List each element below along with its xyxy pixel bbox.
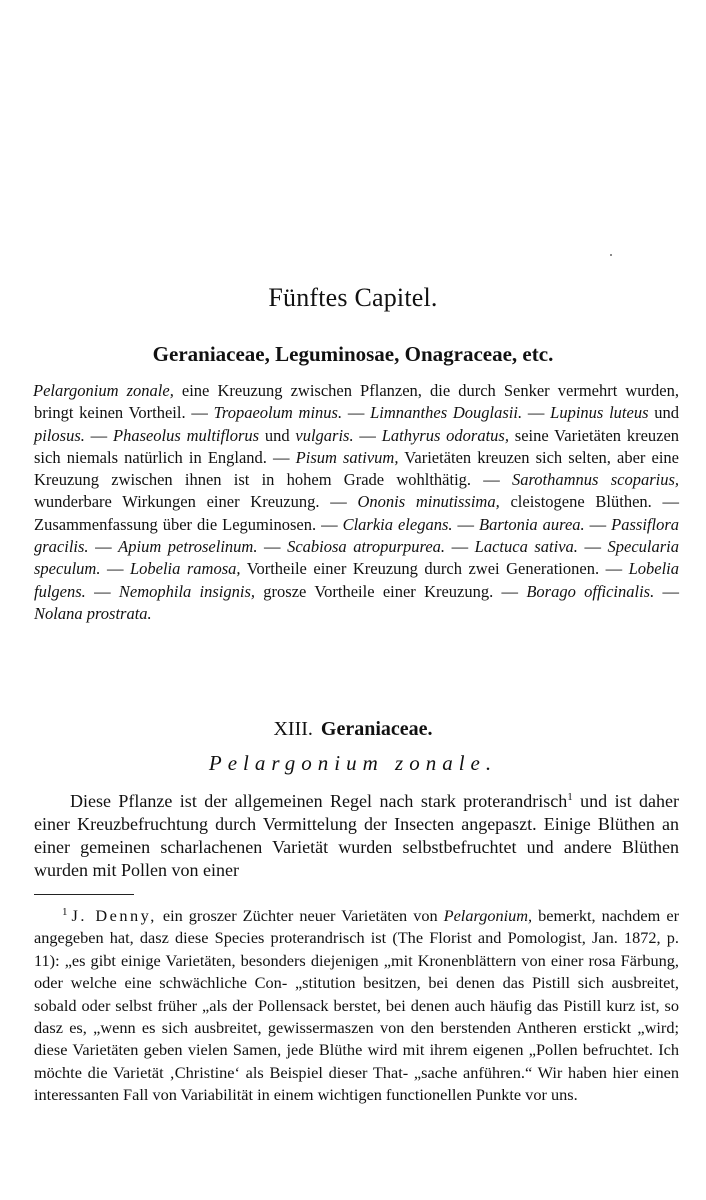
summary-text: —	[342, 403, 371, 423]
summary-text: —	[85, 581, 119, 601]
footnote-text-b: bemerkt, nachdem er angegeben hat, dasz diese Species proterandrisch ist (The Florist and Pomologist, Jan. 1872, p. 11): „es gibt einige Varietäten, besonders diejenigen „mit Kronenblättern von einer rosa Färbung, oder welche eine schwächliche Con- „stitution besitzen, bei denen das Pistill sich ausbreitet, sobald oder selbst früher „als der Pollensack berstet, bei denen auch häufig das Pistill kurz ist, so dasz es, „wenn es sich ausbreitet, gewissermaszen von den berstenden Antheren erstickt „wird; diese Varietäten geben vielen Samen, jede Blüthe wird mit ihrem eigenen „Pollen befruchtet. Ich möchte die Varietät ‚Christine‘ als Beispiel dieser That- „sache anführen.“ Wir haben hier einen interessanten Fall von Variabilität in einem wichtigen functionellen Punkte vor uns.	[34, 906, 679, 1105]
summary-text: und	[259, 425, 296, 445]
summary-taxon: Limnanthes Douglasii.	[370, 403, 523, 423]
footnote-genus: Pelargonium,	[443, 906, 533, 925]
footnote-rule	[34, 894, 134, 895]
summary-taxon: Clarkia elegans.	[342, 514, 453, 534]
section-heading	[0, 718, 706, 741]
body-text-part-b: und ist daher einer Kreuzbefruchtung durch Vermittelung der Insecten angepaszt. Einige Blüthen an einer gemeinen scharlachenen Varietät wurden selbstbefruchtet und andere Blüthen wurden mit Pollen von einer	[34, 791, 679, 880]
summary-taxon: vulgaris.	[295, 425, 354, 445]
summary-taxon: Scabiosa atropurpurea.	[287, 537, 446, 557]
summary-taxon: Bartonia aurea.	[479, 514, 585, 534]
section-number: XIII.	[273, 718, 313, 740]
summary-taxon: Lobelia fulgens.	[34, 559, 679, 601]
footnote	[34, 905, 679, 1107]
body-text	[34, 790, 679, 882]
summary-taxon: Specularia speculum.	[34, 537, 680, 579]
summary-taxon: Lathyrus odoratus,	[381, 425, 509, 445]
summary-text: grosze Vortheile einer Kreuzung. —	[255, 581, 527, 601]
body-text-part-a: Diese Pflanze ist der allgemeinen Regel nach stark proterandrisch	[70, 791, 568, 811]
summary-text: —	[257, 537, 288, 557]
summary-taxon: Passiflora gracilis.	[34, 514, 680, 557]
summary-text: Varietäten kreuzen sich selten, aber eine Kreuzung zwischen ihnen ist in hohem Grade wohlthätig. —	[34, 447, 679, 490]
summary-text: —	[452, 514, 479, 534]
summary-taxon: Nemophila insignis,	[118, 581, 256, 601]
summary-taxon: Lactuca sativa.	[474, 537, 578, 557]
summary-text: —	[353, 425, 382, 445]
footnote-author: J. Denny,	[71, 906, 157, 925]
chapter-subtitle: Geraniaceae, Leguminosae, Onagraceae, etc.	[152, 342, 554, 366]
summary-text: cleistogene Blüthen. — Zusammenfassung über die Leguminosen. —	[34, 492, 680, 534]
summary-text: —	[522, 403, 551, 423]
summary-text: seine Varietäten kreuzen sich niemals natürlich in England. —	[34, 425, 680, 467]
summary-taxon: pilosus.	[34, 425, 85, 445]
section-title: Geraniaceae.	[320, 718, 433, 740]
summary-taxon: Lupinus luteus	[550, 403, 649, 423]
species-heading: Pelargonium zonale.	[208, 751, 498, 775]
summary-text: —	[445, 537, 475, 557]
summary-text: und	[648, 403, 680, 423]
summary-text: —	[654, 581, 680, 601]
summary-taxon: Pelargonium zonale,	[33, 381, 174, 400]
body-paragraph	[34, 790, 679, 882]
summary-taxon: Nolana prostrata.	[34, 603, 152, 623]
summary-text: —	[84, 425, 113, 445]
summary-taxon: Phaseolus multiflorus	[112, 425, 260, 445]
summary-taxon: Borago officinalis.	[526, 581, 655, 601]
print-speck	[610, 254, 612, 256]
summary-text: —	[100, 559, 130, 579]
summary-text: —	[88, 537, 119, 557]
footnote-text-a: ein groszer Züchter neuer Varietäten von	[156, 906, 444, 925]
summary-taxon: Ononis minutissima,	[357, 492, 500, 512]
chapter-summary	[34, 380, 679, 625]
summary-text: wunderbare Wirkungen einer Kreuzung. —	[34, 492, 358, 512]
summary-taxon: Lobelia ramosa,	[129, 559, 241, 579]
summary-taxon: Tropaeolum minus.	[213, 403, 343, 423]
summary-text: —	[577, 537, 608, 557]
footnote-reference: 1	[567, 791, 573, 803]
footnote-paragraph	[34, 905, 679, 1107]
summary-text: Vortheile einer Kreuzung durch zwei Generationen. —	[240, 559, 629, 579]
summary-taxon: Sarothamnus scoparius,	[512, 470, 680, 490]
chapter-title: Fünftes Capitel.	[268, 283, 438, 312]
footnote-mark: 1	[62, 905, 68, 918]
summary-taxon: Pisum sativum,	[295, 447, 399, 467]
summary-taxon: Apium petroselinum.	[118, 537, 258, 557]
summary-text: —	[584, 514, 612, 534]
summary-text: eine Kreuzung zwischen Pflanzen, die durch Senker vermehrt wurden, bringt keinen Vortheil. —	[34, 381, 679, 423]
